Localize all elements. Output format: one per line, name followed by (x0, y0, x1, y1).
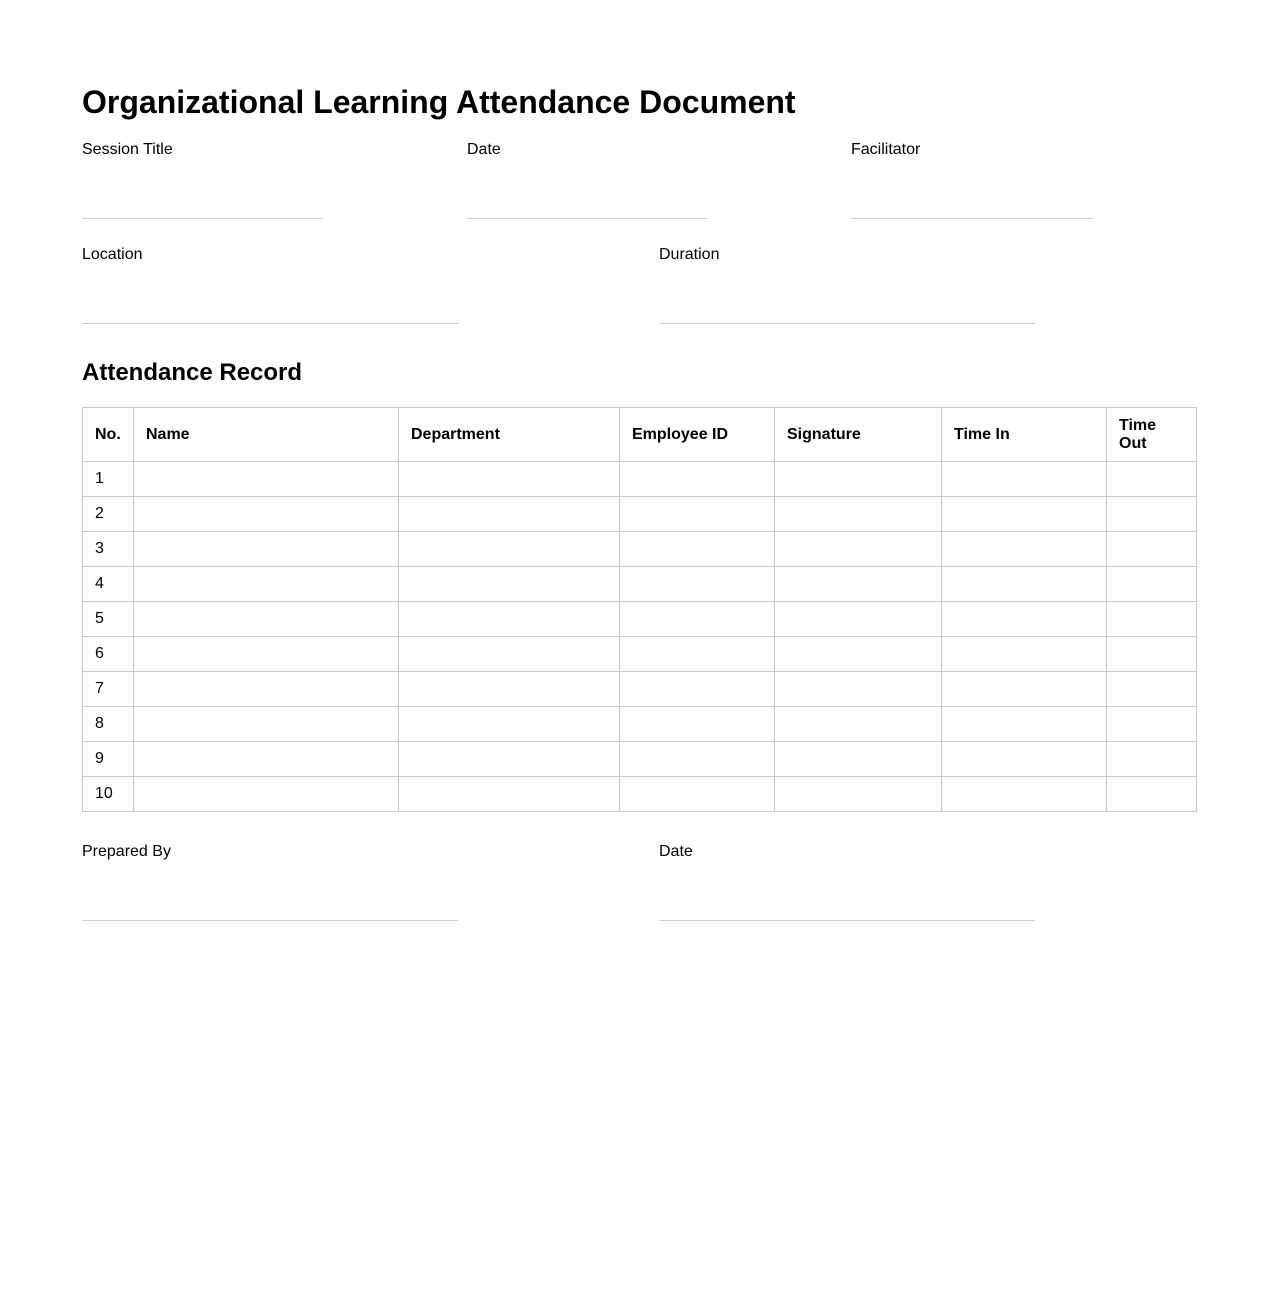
row-number: 10 (83, 777, 134, 812)
column-header-time-in: Time In (942, 408, 1107, 462)
time-in-cell[interactable] (942, 777, 1107, 812)
facilitator-input[interactable] (851, 185, 1093, 219)
time-out-cell[interactable] (1107, 462, 1197, 497)
employee-id-cell[interactable] (620, 637, 775, 672)
employee-id-cell[interactable] (620, 672, 775, 707)
name-cell[interactable] (134, 462, 399, 497)
row-number: 9 (83, 742, 134, 777)
name-cell[interactable] (134, 602, 399, 637)
column-header-signature: Signature (775, 408, 942, 462)
signature-cell[interactable] (775, 777, 942, 812)
name-cell[interactable] (134, 567, 399, 602)
name-cell[interactable] (134, 637, 399, 672)
table-row (83, 742, 1197, 777)
date-input[interactable] (467, 185, 708, 219)
row-number: 5 (83, 602, 134, 637)
time-out-cell[interactable] (1107, 567, 1197, 602)
facilitator-label: Facilitator (851, 141, 921, 158)
duration-input[interactable] (659, 290, 1035, 324)
prepared-by-field (82, 843, 458, 923)
column-header-no: No. (83, 408, 134, 462)
footer-date-input[interactable] (659, 887, 1035, 921)
employee-id-cell[interactable] (620, 462, 775, 497)
signature-cell[interactable] (775, 672, 942, 707)
row-number: 3 (83, 532, 134, 567)
name-cell[interactable] (134, 777, 399, 812)
employee-id-cell[interactable] (620, 567, 775, 602)
signature-cell[interactable] (775, 637, 942, 672)
employee-id-cell[interactable] (620, 707, 775, 742)
time-in-cell[interactable] (942, 567, 1107, 602)
table-row (83, 567, 1197, 602)
department-cell[interactable] (399, 777, 620, 812)
column-header-time-out: Time Out (1107, 408, 1197, 462)
row-number: 4 (83, 567, 134, 602)
session-title-label: Session Title (82, 141, 173, 158)
table-row (83, 532, 1197, 567)
row-number: 1 (83, 462, 134, 497)
footer-date-label: Date (659, 843, 693, 860)
table-row (83, 777, 1197, 812)
department-cell[interactable] (399, 497, 620, 532)
table-row (83, 497, 1197, 532)
table-row (83, 672, 1197, 707)
department-cell[interactable] (399, 567, 620, 602)
footer-date-field (659, 843, 1035, 923)
facilitator-field (851, 141, 1093, 221)
location-label: Location (82, 246, 143, 263)
time-out-cell[interactable] (1107, 532, 1197, 567)
signature-cell[interactable] (775, 602, 942, 637)
time-in-cell[interactable] (942, 707, 1107, 742)
time-out-cell[interactable] (1107, 637, 1197, 672)
attendance-table-body (83, 462, 1197, 812)
department-cell[interactable] (399, 602, 620, 637)
name-cell[interactable] (134, 672, 399, 707)
signature-cell[interactable] (775, 497, 942, 532)
session-title-field (82, 141, 323, 221)
row-number: 7 (83, 672, 134, 707)
signature-cell[interactable] (775, 742, 942, 777)
employee-id-cell[interactable] (620, 497, 775, 532)
department-cell[interactable] (399, 672, 620, 707)
time-in-cell[interactable] (942, 462, 1107, 497)
column-header-employee-id: Employee ID (620, 408, 775, 462)
time-out-cell[interactable] (1107, 777, 1197, 812)
time-in-cell[interactable] (942, 672, 1107, 707)
department-cell[interactable] (399, 637, 620, 672)
signature-cell[interactable] (775, 707, 942, 742)
department-cell[interactable] (399, 462, 620, 497)
time-in-cell[interactable] (942, 742, 1107, 777)
row-number: 2 (83, 497, 134, 532)
column-header-department: Department (399, 408, 620, 462)
row-number: 6 (83, 637, 134, 672)
document-title: Organizational Learning Attendance Document (82, 84, 796, 120)
time-in-cell[interactable] (942, 532, 1107, 567)
department-cell[interactable] (399, 742, 620, 777)
prepared-by-input[interactable] (82, 887, 458, 921)
time-in-cell[interactable] (942, 497, 1107, 532)
signature-cell[interactable] (775, 462, 942, 497)
duration-field (659, 246, 1035, 326)
date-field (467, 141, 708, 221)
time-out-cell[interactable] (1107, 742, 1197, 777)
name-cell[interactable] (134, 497, 399, 532)
department-cell[interactable] (399, 707, 620, 742)
date-label: Date (467, 141, 501, 158)
name-cell[interactable] (134, 532, 399, 567)
signature-cell[interactable] (775, 567, 942, 602)
column-header-name: Name (134, 408, 399, 462)
table-row (83, 602, 1197, 637)
table-row (83, 637, 1197, 672)
attendance-section-title: Attendance Record (82, 359, 303, 386)
time-out-cell[interactable] (1107, 497, 1197, 532)
name-cell[interactable] (134, 742, 399, 777)
signature-cell[interactable] (775, 532, 942, 567)
employee-id-cell[interactable] (620, 777, 775, 812)
row-number: 8 (83, 707, 134, 742)
employee-id-cell[interactable] (620, 742, 775, 777)
time-out-cell[interactable] (1107, 707, 1197, 742)
name-cell[interactable] (134, 707, 399, 742)
location-field (82, 246, 458, 326)
table-row (83, 707, 1197, 742)
time-out-cell[interactable] (1107, 602, 1197, 637)
time-in-cell[interactable] (942, 602, 1107, 637)
table-header-row (83, 408, 1197, 462)
prepared-by-label: Prepared By (82, 843, 171, 860)
attendance-table (82, 407, 1197, 812)
employee-id-cell[interactable] (620, 602, 775, 637)
location-input[interactable] (82, 290, 458, 324)
department-cell[interactable] (399, 532, 620, 567)
session-title-input[interactable] (82, 185, 323, 219)
employee-id-cell[interactable] (620, 532, 775, 567)
time-out-cell[interactable] (1107, 672, 1197, 707)
duration-label: Duration (659, 246, 720, 263)
time-in-cell[interactable] (942, 637, 1107, 672)
table-row (83, 462, 1197, 497)
